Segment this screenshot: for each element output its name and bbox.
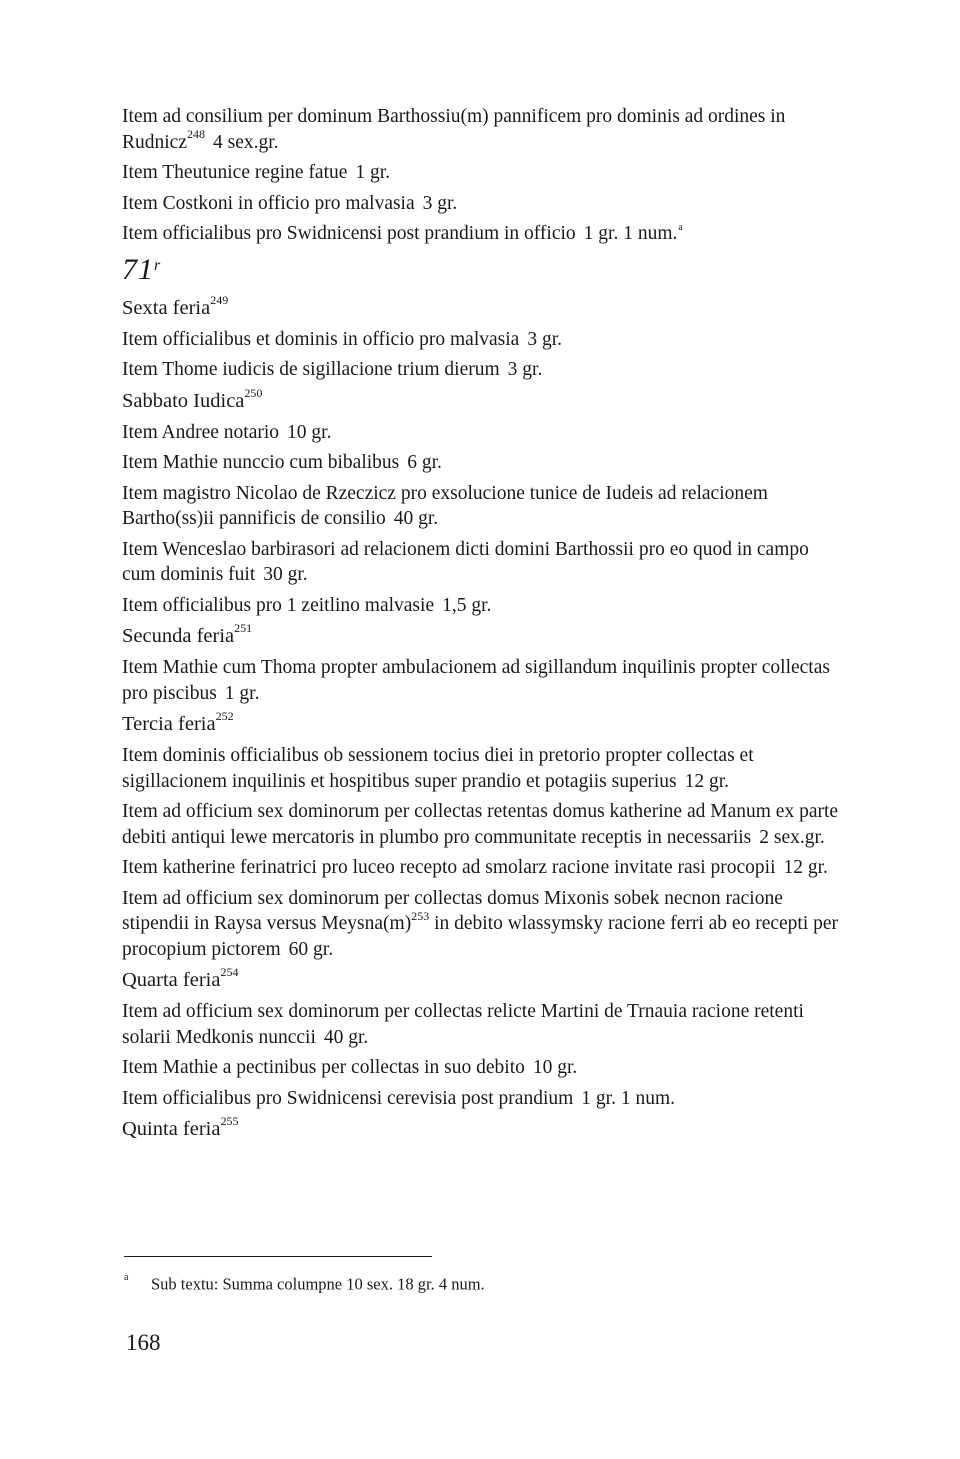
entry-amount: 6 gr.	[407, 452, 442, 473]
footnote-mark: a	[124, 1272, 129, 1283]
entry-amount: 3 gr.	[422, 192, 458, 214]
entry-text: Item officialibus pro Swidnicensi cerevisia post prandium	[122, 1087, 574, 1109]
ledger-entry	[122, 799, 842, 850]
footnote	[124, 1270, 824, 1296]
note-reference: 251	[234, 621, 253, 636]
note-reference: 250	[244, 385, 263, 400]
entry-text: Item magistro Nicolao de Rzeczicz pro exsolucione tunice de Iudeis ad relacionem Bartho(ss)ii pannificis de consilio	[122, 482, 768, 529]
entry-text: Item Thome iudicis de sigillacione trium dierum	[122, 359, 500, 380]
ledger-entry	[122, 855, 842, 881]
day-heading	[122, 385, 842, 415]
entry-text: Item ad consilium per dominum Barthossiu(m) pannificem pro dominis ad ordines in Rudnicz	[122, 106, 786, 153]
entry-amount: 2 sex.gr.	[759, 826, 825, 848]
folio-marker	[122, 253, 842, 287]
entry-amount: 10 gr.	[287, 421, 332, 443]
day-heading	[122, 623, 842, 650]
entry-text: Item Wenceslao barbirasori ad relacionem dicti domini Barthossii pro eo quod in campo cum dominis fuit	[122, 538, 809, 585]
ledger-entry	[122, 999, 842, 1050]
ledger-entry	[122, 655, 842, 706]
entry-text: Item Mathie cum Thoma propter ambulacionem ad sigillandum inquilinis propter collectas pro piscibus	[122, 657, 830, 704]
entry-text: Item Andree notario	[122, 421, 280, 443]
footnote-reference: a	[678, 221, 683, 233]
entry-amount: 1,5 gr.	[442, 594, 492, 616]
note-reference: 252	[215, 709, 234, 724]
ledger-entry	[122, 593, 842, 619]
footnote-text: Sub textu: Summa columpne 10 sex. 18 gr. 4 num.	[151, 1274, 485, 1294]
heading-text: Sexta feria	[122, 296, 211, 319]
entry-amount: 3 gr.	[527, 328, 562, 350]
ledger-entry	[122, 886, 842, 963]
entry-amount: 1 gr.	[355, 162, 391, 183]
main-text	[122, 104, 842, 1148]
entry-amount: 12 gr.	[783, 857, 828, 878]
entry-text: Item Theutunice regine fatue	[122, 162, 348, 183]
entry-amount: 4 sex.gr.	[212, 131, 279, 153]
ledger-entry	[122, 327, 842, 353]
folio-side: r	[154, 256, 162, 274]
entry-text: Item ad officium sex dominorum per collectas domus Mixonis sobek necnon racione stipendii in Raysa versus Meysna(m)	[122, 887, 783, 934]
note-reference: 249	[210, 292, 229, 307]
note-reference: 248	[186, 127, 205, 141]
entry-amount: 1 gr. 1 num.	[583, 223, 678, 244]
entry-amount: 40 gr.	[323, 1026, 369, 1048]
ledger-entry	[122, 537, 842, 588]
entry-text: Item Mathie nunccio cum bibalibus	[122, 452, 400, 473]
heading-text: Quarta feria	[122, 969, 221, 991]
footnote-divider	[124, 1256, 432, 1257]
heading-text: Tercia feria	[122, 713, 216, 735]
entry-text: Item Mathie a pectinibus per collectas in suo debito	[122, 1057, 525, 1078]
entry-text: Item katherine ferinatrici pro luceo recepto ad smolarz racione invitate rasi procopii	[122, 857, 776, 878]
ledger-entry	[122, 481, 842, 532]
day-heading	[122, 967, 842, 994]
entry-amount: 12 gr.	[684, 770, 730, 792]
entry-text: Item dominis officialibus ob sessionem tocius diei in pretorio propter collectas et sigillacionem inquilinis et hospitibus super prandio et potagiis superius	[122, 745, 754, 792]
page-number: 168	[126, 1330, 161, 1355]
note-reference: 255	[220, 1114, 239, 1129]
heading-text: Sabbato Iudica	[122, 389, 245, 412]
heading-text: Quinta feria	[122, 1118, 221, 1140]
note-reference: 253	[411, 908, 430, 923]
entry-amount: 1 gr.	[224, 682, 260, 704]
folio-number: 71	[122, 252, 154, 286]
ledger-entry	[122, 160, 842, 186]
entry-text: Item ad officium sex dominorum per collectas retentas domus katherine ad Manum ex parte debiti antiqui lewe mercatoris in plumbo pro communitate receptis in necessariis	[122, 801, 839, 848]
heading-text: Secunda feria	[122, 625, 235, 647]
ledger-entry	[122, 104, 842, 155]
day-heading	[122, 711, 842, 738]
entry-amount: 3 gr.	[507, 359, 543, 380]
note-reference: 254	[220, 965, 239, 980]
ledger-entry	[122, 420, 842, 446]
ledger-entry	[122, 1055, 842, 1081]
entry-text: Item officialibus pro Swidnicensi post prandium in officio	[122, 223, 576, 244]
entry-amount: 1 gr. 1 num.	[581, 1087, 676, 1109]
day-heading	[122, 1116, 842, 1143]
ledger-entry	[122, 450, 842, 476]
entry-text: Item ad officium sex dominorum per collectas relicte Martini de Trnauia racione retenti solarii Medkonis nunccii	[122, 1001, 804, 1048]
ledger-entry	[122, 357, 842, 383]
entry-amount: 60 gr.	[288, 938, 334, 960]
ledger-entry	[122, 1086, 842, 1112]
ledger-entry	[122, 743, 842, 794]
entry-text-continued: in debito wlassymsky racione ferri ab eo recepti per procopium pictorem	[122, 913, 839, 960]
day-heading	[122, 292, 842, 322]
ledger-entry	[122, 191, 842, 217]
entry-text: Item officialibus et dominis in officio pro malvasia	[122, 328, 520, 350]
ledger-entry	[122, 221, 842, 247]
entry-text: Item officialibus pro 1 zeitlino malvasie	[122, 594, 435, 616]
entry-text: Item Costkoni in officio pro malvasia	[122, 192, 415, 214]
entry-amount: 40 gr.	[393, 508, 439, 529]
entry-amount: 30 gr.	[263, 564, 308, 585]
entry-amount: 10 gr.	[532, 1057, 578, 1078]
